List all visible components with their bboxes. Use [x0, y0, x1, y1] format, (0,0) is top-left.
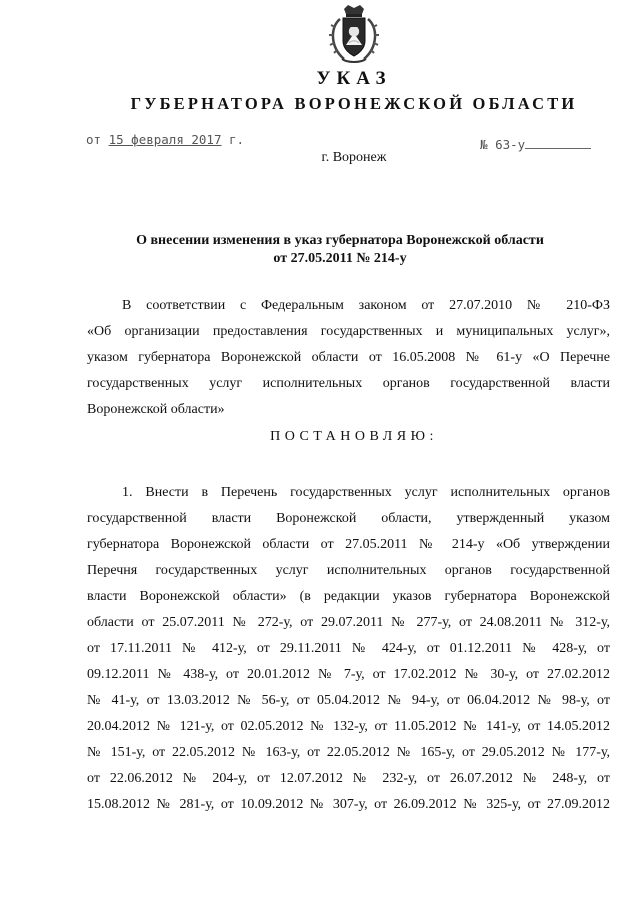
subject-line-1: О внесении изменения в указ губернатора Воронежской области — [136, 233, 544, 248]
item-line: 09.12.2011 № 438-у, от 20.01.2012 № 7-у, от 17.02.2012 № 30-у, от 27.02.2012 — [87, 667, 610, 682]
item-line: государственной власти Воронежской области, утвержденный указом — [87, 511, 610, 526]
item-line: № 41-у, от 13.03.2012 № 56-у, от 05.04.2012 № 94-у, от 06.04.2012 № 98-у, от — [87, 693, 610, 708]
item-line: области от 25.07.2011 № 272-у, от 29.07.2011 № 277-у, от 24.08.2011 № 312-у, — [87, 615, 610, 630]
date-suffix: г. — [229, 132, 245, 147]
item-line: 15.08.2012 № 281-у, от 10.09.2012 № 307-у, от 26.09.2012 № 325-у, от 27.09.2012 — [87, 797, 610, 812]
item-line: № 151-у, от 22.05.2012 № 163-у, от 22.05.2012 № 165-у, от 29.05.2012 № 177-у, — [87, 745, 610, 760]
preamble-line: Воронежской области» — [87, 402, 225, 417]
document-date — [86, 132, 244, 147]
date-value: 15 февраля 2017 — [108, 132, 222, 147]
item-line: власти Воронежской области» (в редакции указов губернатора Воронежской — [87, 589, 610, 604]
issuer-title: ГУБЕРНАТОРА ВОРОНЕЖСКОЙ ОБЛАСТИ — [130, 94, 578, 113]
coat-of-arms-icon — [328, 5, 380, 63]
preamble-line: указом губернатора Воронежской области от 16.05.2008 № 61-у «О Перечне — [87, 350, 610, 365]
number-prefix: № — [480, 137, 488, 152]
preamble-line: В соответствии с Федеральным законом от 27.07.2010 № 210-ФЗ — [122, 298, 610, 313]
item-line: от 17.11.2011 № 412-у, от 29.11.2011 № 424-у, от 01.12.2011 № 428-у, от — [87, 641, 610, 656]
item-line: губернатора Воронежской области от 27.05.2011 № 214-у «Об утверждении — [87, 537, 610, 552]
item-line: Перечня государственных услуг исполнительных органов государственной — [87, 563, 610, 578]
resolution-heading: ПОСТАНОВЛЯЮ: — [270, 429, 438, 444]
subject-line-2: от 27.05.2011 № 214-у — [273, 251, 407, 266]
document-type-title: УКАЗ — [316, 68, 392, 89]
item-line: от 22.06.2012 № 204-у, от 12.07.2012 № 232-у, от 26.07.2012 № 248-у, от — [87, 771, 610, 786]
city-name: г. Воронеж — [321, 150, 387, 165]
item-line: 20.04.2012 № 121-у, от 02.05.2012 № 132-у, от 11.05.2012 № 141-у, от 14.05.2012 — [87, 719, 610, 734]
preamble-line: «Об организации предоставления государственных и муниципальных услуг», — [87, 324, 610, 339]
preamble-line: государственных услуг исполнительных органов государственной власти — [87, 376, 610, 391]
number-underline — [525, 138, 591, 149]
date-prefix: от — [86, 132, 102, 147]
item-line: 1. Внести в Перечень государственных услуг исполнительных органов — [122, 485, 610, 500]
number-value: 63-у — [495, 137, 526, 152]
